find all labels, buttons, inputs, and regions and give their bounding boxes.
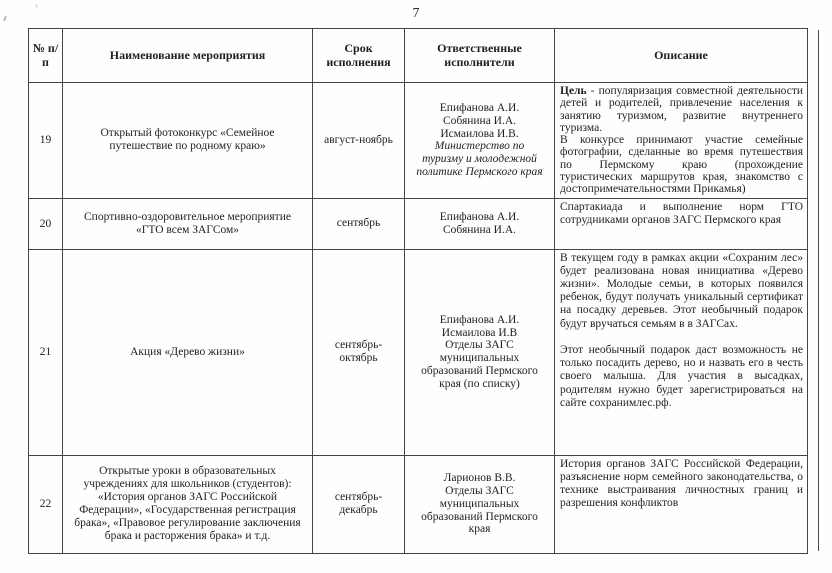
events-table: [28, 28, 808, 554]
cell-term: сентябрь- декабрь: [313, 455, 405, 553]
description-paragraph: Спартакиада и выполнение норм ГТО сотрудниками органов ЗАГС Пермского края: [560, 200, 803, 226]
cell-responsible: Епифанова А.И. Исмаилова И.В Отделы ЗАГС муниципальных образований Пермского края (по списку): [405, 249, 555, 455]
header-responsible: Ответственные исполнители: [405, 29, 555, 83]
table-row-19: [29, 83, 808, 199]
description-paragraph: В текущем году в рамках акции «Сохраним лес» будет реализована новая инициатива «Дерево жизни». Молодые семьи, в которых появился ребенок, будут получать уникальный сертификат на посадку деревьев. Этот необычный подарок будут вручаться семьям в в ЗАГСах.: [560, 251, 803, 330]
cell-description: [555, 198, 808, 249]
cell-event-name: Спортивно-оздоровительное мероприятие «ГТО всем ЗАГСом»: [63, 198, 313, 249]
cell-description: [555, 455, 808, 553]
table-outer-right-border: [818, 30, 819, 551]
cell-event-name: Акция «Дерево жизни»: [63, 249, 313, 455]
cell-responsible: Ларионов В.В. Отделы ЗАГС муниципальных образований Пермского края: [405, 455, 555, 553]
cell-event-name: Открытый фотоконкурс «Семейное путешествие по родному краю»: [63, 83, 313, 199]
description-paragraph: Этот необычный подарок даст возможность не только посадить дерево, но и назвать его в честь своего малыша. Для участия в высадках, родителям нужно будет зарегистрироваться на сайте сохранимлес.рф.: [560, 343, 803, 409]
cell-responsible: Епифанова А.И. Собянина И.А. Исмаилова И.В. Министерство по туризму и молодежной политике Пермского края: [405, 83, 555, 199]
table-row-20: [29, 198, 808, 249]
description-lead-bold: Цель: [560, 85, 587, 97]
header-event-name: Наименование мероприятия: [63, 29, 313, 83]
table-row-21: [29, 249, 808, 455]
cell-number: 22: [29, 455, 63, 553]
table-row-22: [29, 455, 808, 553]
header-description: Описание: [555, 29, 808, 83]
cell-number: 19: [29, 83, 63, 199]
cell-number: 21: [29, 249, 63, 455]
cell-number: 20: [29, 198, 63, 249]
cell-description: [555, 83, 808, 199]
cell-term: август-ноябрь: [313, 83, 405, 199]
header-num: № п/п: [29, 29, 63, 83]
table-header-row: [29, 29, 808, 83]
description-paragraph: История органов ЗАГС Российской Федерации, разъяснение норм семейного законодательства, о технике выстраивания личностных границ и разрешения конфликтов: [560, 457, 803, 510]
cell-event-name: Открытые уроки в образовательных учреждениях для школьников (студентов): «История органов ЗАГС Российской Федерации», «Государственная регистрация брака», «Правовое регулирование заключения брака и расторжения брака» и т.д.: [63, 455, 313, 553]
cell-description: [555, 249, 808, 455]
cell-term: сентябрь: [313, 198, 405, 249]
cell-responsible: Епифанова А.И. Собянина И.А.: [405, 198, 555, 249]
header-term: Срок исполнения: [313, 29, 405, 83]
description-paragraph: Цель - популяризация совместной деятельности детей и родителей, привлечение населения к занятию туризмом, развитие внутреннего туризма.: [560, 85, 803, 134]
cell-term: сентябрь- октябрь: [313, 249, 405, 455]
description-paragraph: В конкурсе принимают участие семейные фотографии, сделанные во время путешествия по Пермскому краю (прохождение туристических маршрутов края, знакомство с достопримечательностями Прикамья): [560, 134, 803, 196]
page-number: 7: [412, 6, 420, 21]
